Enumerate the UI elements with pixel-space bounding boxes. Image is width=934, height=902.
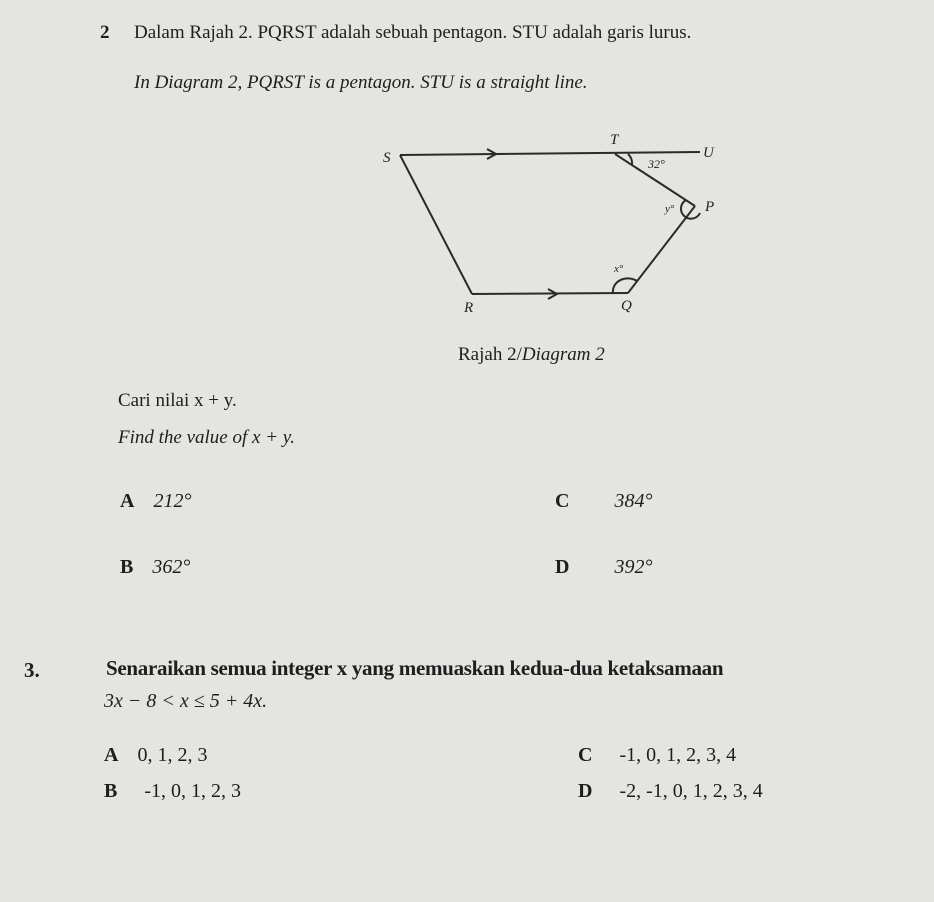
option-letter: D — [578, 780, 593, 802]
option-value: -1, 0, 1, 2, 3 — [144, 780, 242, 802]
q2-option-a[interactable] — [120, 490, 191, 513]
angle-label-32: 32° — [648, 157, 665, 171]
question-2-ask-english: Find the value of x + y. — [118, 427, 295, 448]
line-pq — [628, 206, 695, 293]
q3-option-b[interactable] — [104, 780, 241, 803]
diagram-caption — [458, 344, 605, 366]
q2-option-d[interactable] — [555, 556, 652, 579]
option-letter: D — [555, 556, 570, 578]
option-letter: C — [555, 490, 570, 512]
option-value: 212° — [153, 490, 192, 512]
label-t: T — [610, 132, 619, 148]
option-value: 392° — [614, 556, 653, 578]
q3-option-d[interactable] — [578, 780, 763, 803]
question-3-inequality: 3x − 8 < x ≤ 5 + 4x. — [104, 690, 268, 712]
option-value: -1, 0, 1, 2, 3, 4 — [619, 744, 737, 766]
question-2-text-malay: Dalam Rajah 2. PQRST adalah sebuah pentagon. STU adalah garis lurus. — [134, 22, 692, 43]
option-value: 0, 1, 2, 3 — [137, 744, 208, 766]
q2-option-c[interactable] — [555, 490, 652, 513]
line-stu — [400, 152, 700, 155]
label-r: R — [464, 300, 474, 316]
question-2-text-english: In Diagram 2, PQRST is a pentagon. STU is a straight line. — [134, 72, 588, 93]
question-3-text: Senaraikan semua integer x yang memuaskan kedua-dua ketaksamaan — [106, 656, 724, 680]
option-value: -2, -1, 0, 1, 2, 3, 4 — [619, 780, 763, 802]
option-letter: C — [578, 744, 593, 766]
q2-option-b[interactable] — [120, 556, 190, 579]
caption-english: Diagram 2 — [521, 344, 605, 365]
label-u: U — [703, 145, 714, 161]
option-letter: A — [104, 744, 119, 766]
question-2-ask-malay: Cari nilai x + y. — [118, 390, 237, 411]
label-q: Q — [621, 298, 632, 314]
caption-malay: Rajah 2/ — [458, 344, 522, 365]
label-p: P — [705, 199, 715, 215]
line-qr — [472, 293, 628, 294]
question-2-number: 2 — [100, 22, 110, 43]
option-value: 362° — [152, 556, 191, 578]
option-letter: B — [120, 556, 134, 578]
option-letter: B — [104, 780, 118, 802]
line-rs — [400, 155, 472, 294]
q3-option-a[interactable] — [104, 744, 207, 767]
q3-option-c[interactable] — [578, 744, 736, 767]
question-3-number: 3. — [24, 658, 40, 682]
option-letter: A — [120, 490, 135, 512]
angle-label-y: y° — [665, 203, 675, 215]
label-s: S — [383, 150, 391, 166]
angle-label-x: x° — [614, 263, 624, 275]
option-value: 384° — [614, 490, 653, 512]
